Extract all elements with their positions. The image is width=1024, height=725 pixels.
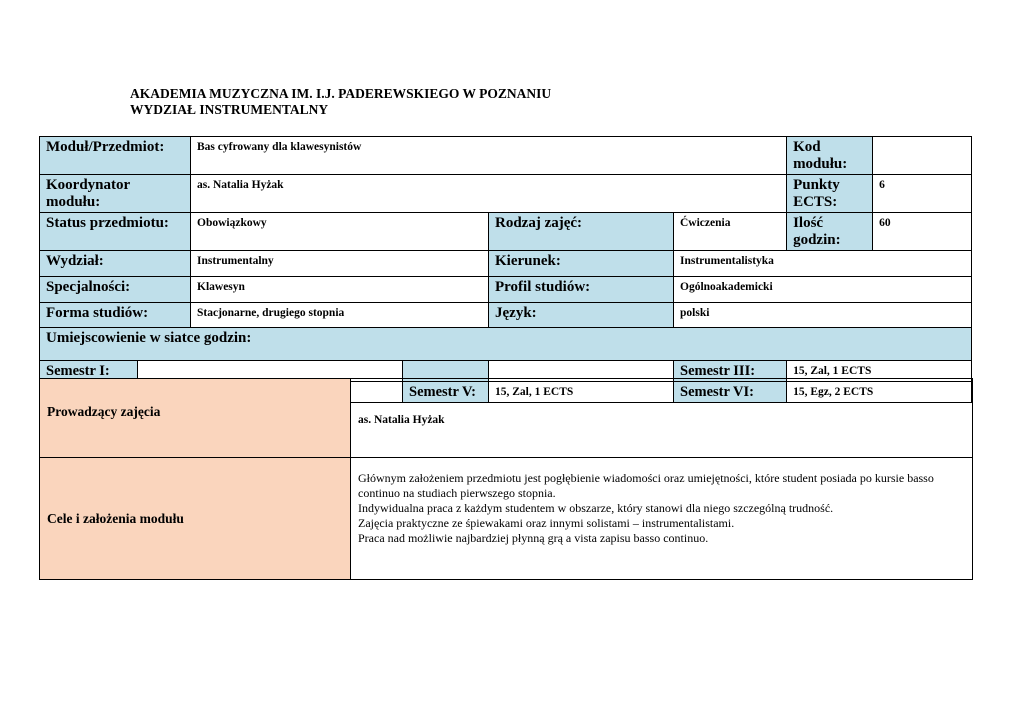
faculty-name: WYDZIAŁ INSTRUMENTALNY — [130, 102, 329, 117]
lecturer-label: Prowadzący zajęcia — [40, 379, 351, 458]
profile-label: Profil studiów: — [489, 277, 674, 303]
coordinator-value: as. Natalia Hyżak — [191, 175, 787, 213]
goals-line: Praca nad możliwie najbardziej płynną grą a vista zapisu basso continuo. — [358, 531, 709, 545]
module-info-table — [39, 136, 972, 403]
form-value: Stacjonarne, drugiego stopnia — [191, 303, 489, 328]
placement-label: Umiejscowienie w siatce godzin: — [40, 328, 972, 361]
status-value: Obowiązkowy — [191, 213, 489, 251]
code-value — [873, 137, 972, 175]
semester-1-label: Semestr I: — [40, 361, 138, 382]
specialty-value: Klawesyn — [191, 277, 489, 303]
specialty-label: Specjalności: — [40, 277, 191, 303]
hours-value: 60 — [873, 213, 972, 251]
ects-label: Punkty ECTS: — [787, 175, 873, 213]
hours-label: Ilość godzin: — [787, 213, 873, 251]
document-header — [130, 86, 551, 118]
field-label: Kierunek: — [489, 251, 674, 277]
module-details-table — [39, 378, 973, 580]
class-type-label: Rodzaj zajęć: — [489, 213, 674, 251]
goals-line: Zajęcia praktyczne ze śpiewakami oraz innymi solistami – instrumentalistami. — [358, 516, 735, 530]
semester-3-label: Semestr III: — [674, 361, 787, 382]
language-value: polski — [674, 303, 972, 328]
field-value: Instrumentalistyka — [674, 251, 972, 277]
profile-value: Ogólnoakademicki — [674, 277, 972, 303]
class-type-value: Ćwiczenia — [674, 213, 787, 251]
subject-label: Moduł/Przedmiot: — [40, 137, 191, 175]
status-label: Status przedmiotu: — [40, 213, 191, 251]
coordinator-label: Koordynator modułu: — [40, 175, 191, 213]
academy-name: AKADEMIA MUZYCZNA IM. I.J. PADEREWSKIEGO W POZNANIU — [130, 86, 552, 101]
code-label: Kod modułu: — [787, 137, 873, 175]
subject-value: Bas cyfrowany dla klawesynistów — [191, 137, 787, 175]
faculty-label: Wydział: — [40, 251, 191, 277]
goals-label: Cele i założenia modułu — [40, 458, 351, 580]
goals-text — [351, 458, 973, 580]
goals-line: Indywidualna praca z każdym studentem w obszarze, który stanowi dla niego szczególną trudność. — [358, 501, 834, 515]
form-label: Forma studiów: — [40, 303, 191, 328]
lecturer-value: as. Natalia Hyżak — [351, 379, 973, 458]
semester-6-value: 15, Egz, 2 ECTS — [787, 382, 972, 403]
faculty-value: Instrumentalny — [191, 251, 489, 277]
goals-line: Głównym założeniem przedmiotu jest pogłębienie wiadomości oraz umiejętności, które student posiada po kursie basso continuo na studiach pierwszego stopnia. — [358, 471, 934, 500]
semester-6-label: Semestr VI: — [674, 382, 787, 403]
semester-3-value: 15, Zal, 1 ECTS — [787, 361, 972, 382]
language-label: Język: — [489, 303, 674, 328]
semester-5-label: Semestr V: — [403, 382, 489, 403]
ects-value: 6 — [873, 175, 972, 213]
semester-5-value: 15, Zal, 1 ECTS — [489, 382, 674, 403]
